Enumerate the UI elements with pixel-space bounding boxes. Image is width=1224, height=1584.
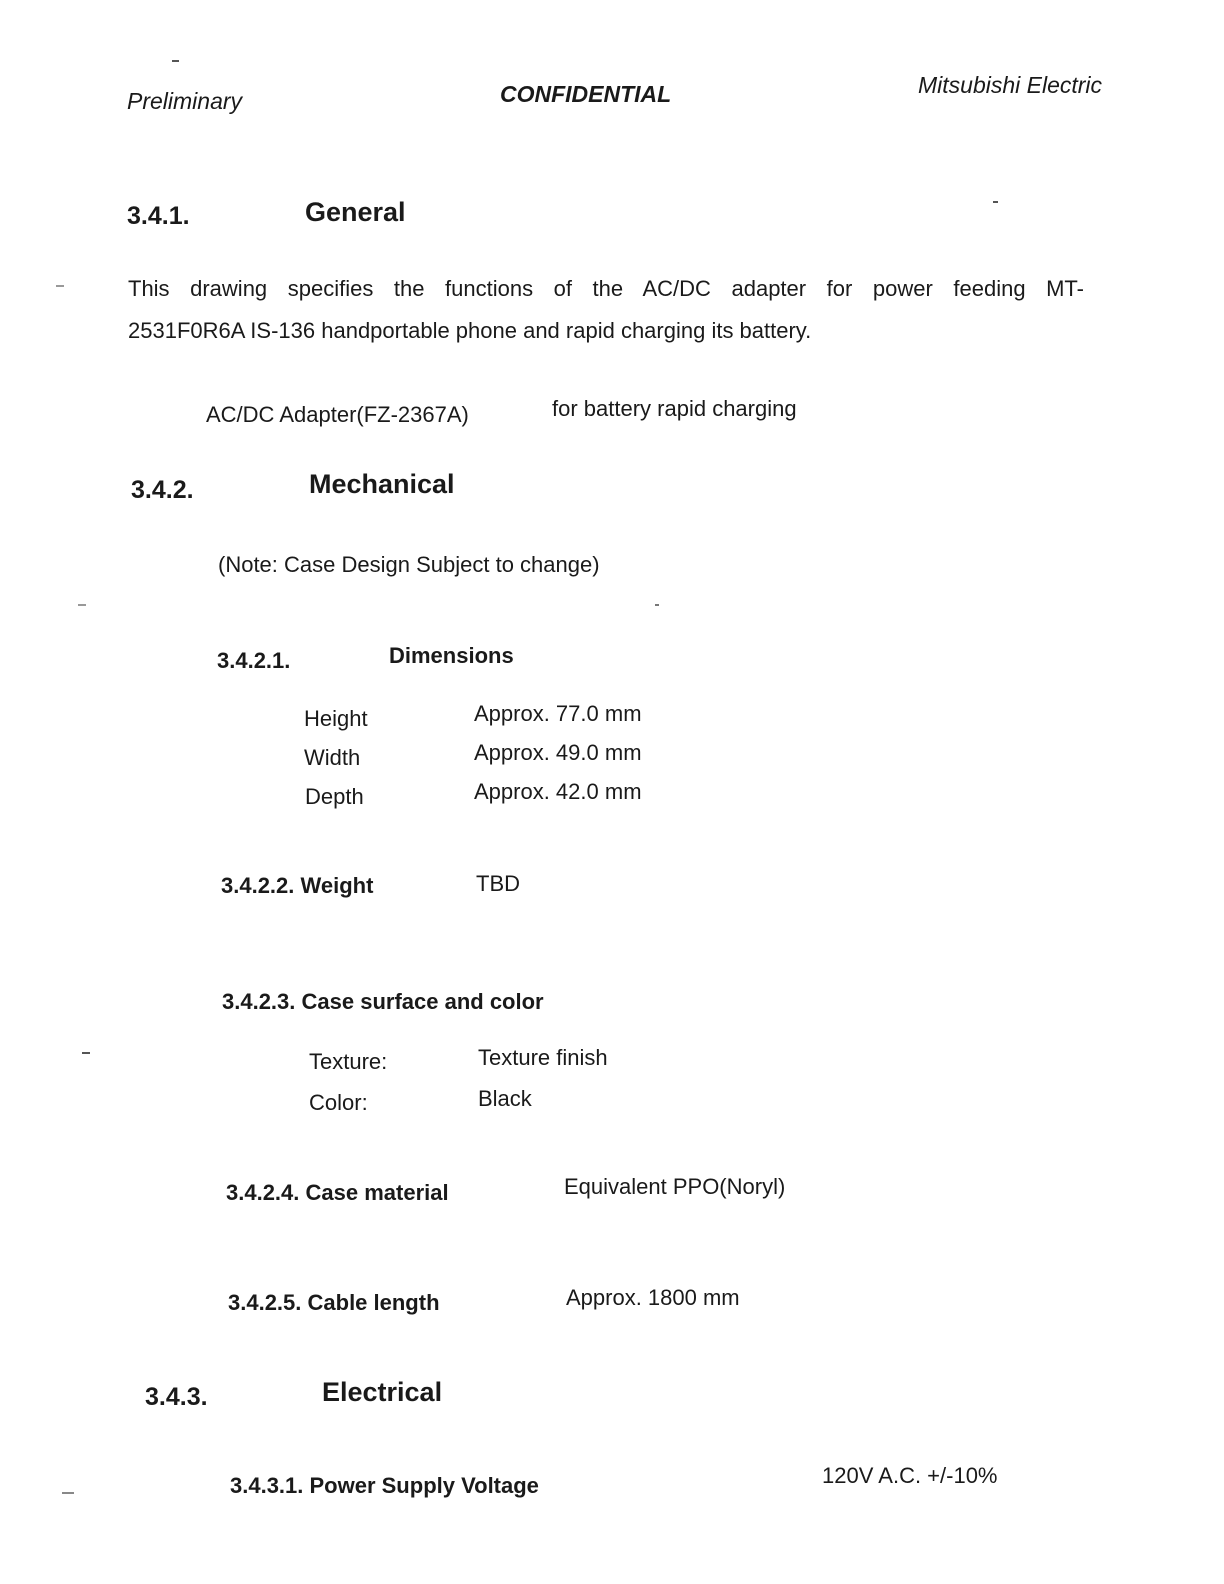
adapter-purpose: for battery rapid charging bbox=[552, 396, 797, 421]
mechanical-note: (Note: Case Design Subject to change) bbox=[218, 552, 600, 577]
color-label: Color: bbox=[309, 1090, 368, 1115]
dimension-width-value: Approx. 49.0 mm bbox=[474, 740, 642, 765]
weight-value: TBD bbox=[476, 871, 520, 896]
scan-speck bbox=[62, 1492, 74, 1494]
color-value: Black bbox=[478, 1086, 532, 1111]
scan-speck bbox=[82, 1052, 90, 1054]
scan-speck bbox=[655, 604, 659, 606]
dimensions-number: 3.4.2.1. bbox=[217, 648, 291, 673]
header-preliminary: Preliminary bbox=[127, 88, 243, 114]
texture-value: Texture finish bbox=[478, 1045, 608, 1070]
cable-value: Approx. 1800 mm bbox=[566, 1285, 740, 1310]
cable-heading: 3.4.2.5. Cable length bbox=[228, 1290, 440, 1315]
texture-label: Texture: bbox=[309, 1049, 388, 1074]
adapter-label: AC/DC Adapter(FZ-2367A) bbox=[206, 402, 469, 427]
power-supply-heading: 3.4.3.1. Power Supply Voltage bbox=[230, 1473, 539, 1498]
dimension-depth-label: Depth bbox=[305, 784, 364, 809]
scan-speck bbox=[56, 285, 64, 287]
dimension-width-label: Width bbox=[304, 745, 361, 770]
section-title-mechanical: Mechanical bbox=[309, 469, 455, 499]
header-confidential: CONFIDENTIAL bbox=[500, 81, 672, 107]
surface-heading: 3.4.2.3. Case surface and color bbox=[222, 989, 544, 1014]
material-heading: 3.4.2.4. Case material bbox=[226, 1180, 449, 1205]
dimension-height-value: Approx. 77.0 mm bbox=[474, 701, 642, 726]
dimension-depth-value: Approx. 42.0 mm bbox=[474, 779, 642, 804]
scan-speck bbox=[172, 60, 179, 62]
scan-speck bbox=[993, 201, 998, 203]
section-number-mechanical: 3.4.2. bbox=[131, 476, 194, 504]
section-title-general: General bbox=[305, 197, 406, 227]
dimensions-title: Dimensions bbox=[389, 643, 514, 668]
general-paragraph-line-2: 2531F0R6A IS-136 handportable phone and rapid charging its battery. bbox=[128, 318, 812, 343]
weight-heading: 3.4.2.2. Weight bbox=[221, 873, 374, 898]
header-company: Mitsubishi Electric bbox=[918, 72, 1103, 98]
material-value: Equivalent PPO(Noryl) bbox=[564, 1174, 786, 1199]
scan-speck bbox=[78, 604, 86, 606]
general-paragraph-line-1: This drawing specifies the functions of the AC/DC adapter for power feeding MT- bbox=[128, 276, 1084, 301]
section-number-general: 3.4.1. bbox=[127, 202, 190, 230]
section-title-electrical: Electrical bbox=[322, 1377, 443, 1407]
section-number-electrical: 3.4.3. bbox=[145, 1383, 208, 1411]
dimension-height-label: Height bbox=[304, 706, 368, 731]
power-supply-value: 120V A.C. +/-10% bbox=[822, 1463, 998, 1488]
